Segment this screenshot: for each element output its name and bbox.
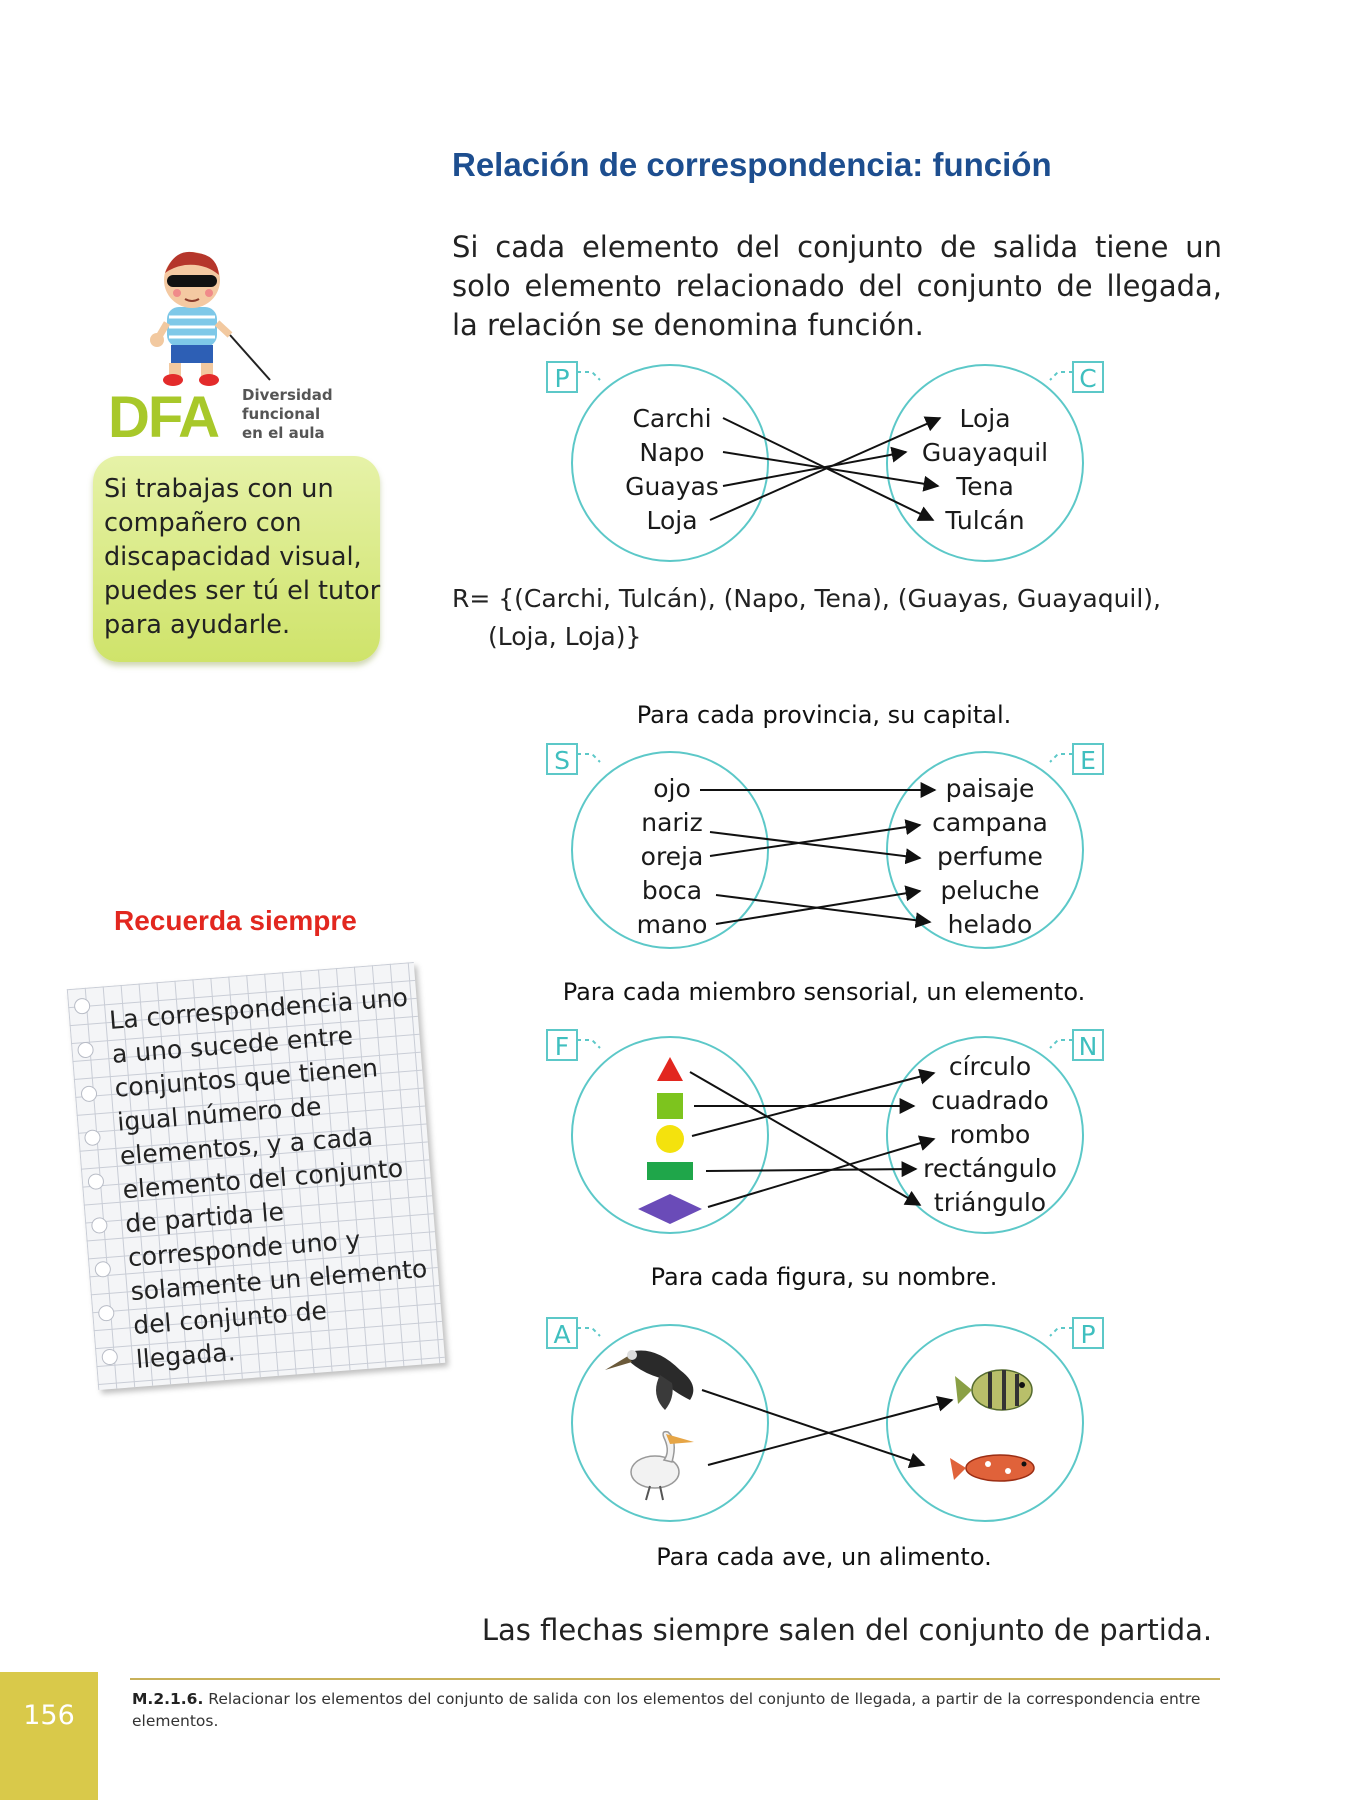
set-item: Guayaquil [921,438,1049,467]
set-label-right: E [1080,746,1096,775]
set-item: Tena [956,472,1014,501]
set-label-right: C [1079,364,1097,393]
set-label-left: A [553,1320,571,1349]
footnote [132,1688,1222,1732]
yellow-circle-icon [656,1125,684,1153]
right-set-circle [887,1325,1083,1521]
dfa-subtitle: Diversidad funcional en el aula [242,386,333,442]
page-tab [0,1672,98,1800]
tip-text: Si trabajas con un compañero con discapacidad visual, puedes ser tú el tutor para ayudarle. [104,474,381,640]
set-item: helado [947,910,1033,939]
relation-set [452,580,1232,656]
set-label-right: N [1078,1032,1098,1061]
left-set-circle [572,1325,768,1521]
arrow [690,1072,920,1205]
remember-title: Recuerda siempre [114,905,357,936]
caption-shapes: Para cada figura, su nombre. [650,1263,998,1291]
arrow [702,1390,924,1465]
dfa-logo: DFA [108,385,218,450]
set-item: Napo [639,438,705,467]
pelican-icon [631,1432,694,1500]
set-item: Tulcán [945,506,1025,535]
set-item: nariz [641,808,703,837]
arrow [710,418,940,520]
diagram-shapes [547,1030,1103,1233]
diagram-birds [547,1318,1103,1521]
set-item: perfume [937,842,1043,871]
arrow [710,825,920,856]
footnote-code: M.2.1.6. [132,1690,204,1708]
set-label-right: P [1080,1320,1096,1349]
arrow [708,1400,952,1465]
set-label-left: P [554,364,570,393]
set-item: Loja [646,506,698,535]
set-item: boca [641,876,703,905]
red-triangle-icon [657,1057,683,1081]
set-item: círculo [948,1052,1032,1081]
arrow [708,1139,934,1207]
green-rectangle-icon [647,1162,693,1180]
set-item: peluche [940,876,1040,905]
remember-text: La correspondencia uno a uno sucede entre conjuntos que tienen igual número de elementos, y a cada elemento del conjunto de partida le corresponde uno y solamente un elemento del conjunto de llegada. [108,982,429,1374]
page-number: 156 [23,1700,75,1731]
green-square-icon [657,1093,683,1119]
set-item: Loja [959,404,1011,433]
set-item: paisaje [945,774,1035,803]
set-item: Carchi [632,404,712,433]
set-item: triángulo [933,1188,1047,1217]
set-item: oreja [640,842,704,871]
section-title: Relación de correspondencia: función [452,146,1052,183]
diagram-senses [547,744,1103,948]
footer-divider [130,1678,1220,1680]
arrow [692,1073,934,1136]
arrow [716,891,920,924]
caption-senses: Para cada miembro sensorial, un elemento. [562,978,1086,1006]
set-item: mano [636,910,708,939]
set-item: Guayas [625,472,719,501]
set-label-left: S [554,746,570,775]
arrow [706,1169,916,1171]
set-item: rombo [949,1120,1031,1149]
set-item: ojo [653,774,691,803]
relation-set-line1: R= {(Carchi, Tulcán), (Napo, Tena), (Guayas, Guayaquil), [452,584,1162,613]
red-fish-icon [950,1455,1034,1481]
relation-set-line2: (Loja, Loja)} [488,622,642,651]
intro-paragraph: Si cada elemento del conjunto de salida tiene un solo elemento relacionado del conjunto de llegada, la relación se denomina función. [452,230,1222,342]
set-item: cuadrado [931,1086,1049,1115]
diagram-provinces [547,362,1103,561]
set-item: campana [932,808,1048,837]
caption-birds: Para cada ave, un alimento. [656,1543,992,1571]
set-item: rectángulo [923,1154,1057,1183]
final-note: Las flechas siempre salen del conjunto de partida. [481,1613,1213,1647]
footnote-text: Relacionar los elementos del conjunto de salida con los elementos del conjunto de llegada, a partir de la correspondencia entre elementos. [132,1690,1201,1730]
purple-rhombus-icon [638,1194,702,1224]
set-label-left: F [554,1032,570,1061]
striped-fish-icon [955,1370,1032,1410]
flying-pelican-icon [605,1350,693,1410]
caption-provinces: Para cada provincia, su capital. [636,701,1012,729]
